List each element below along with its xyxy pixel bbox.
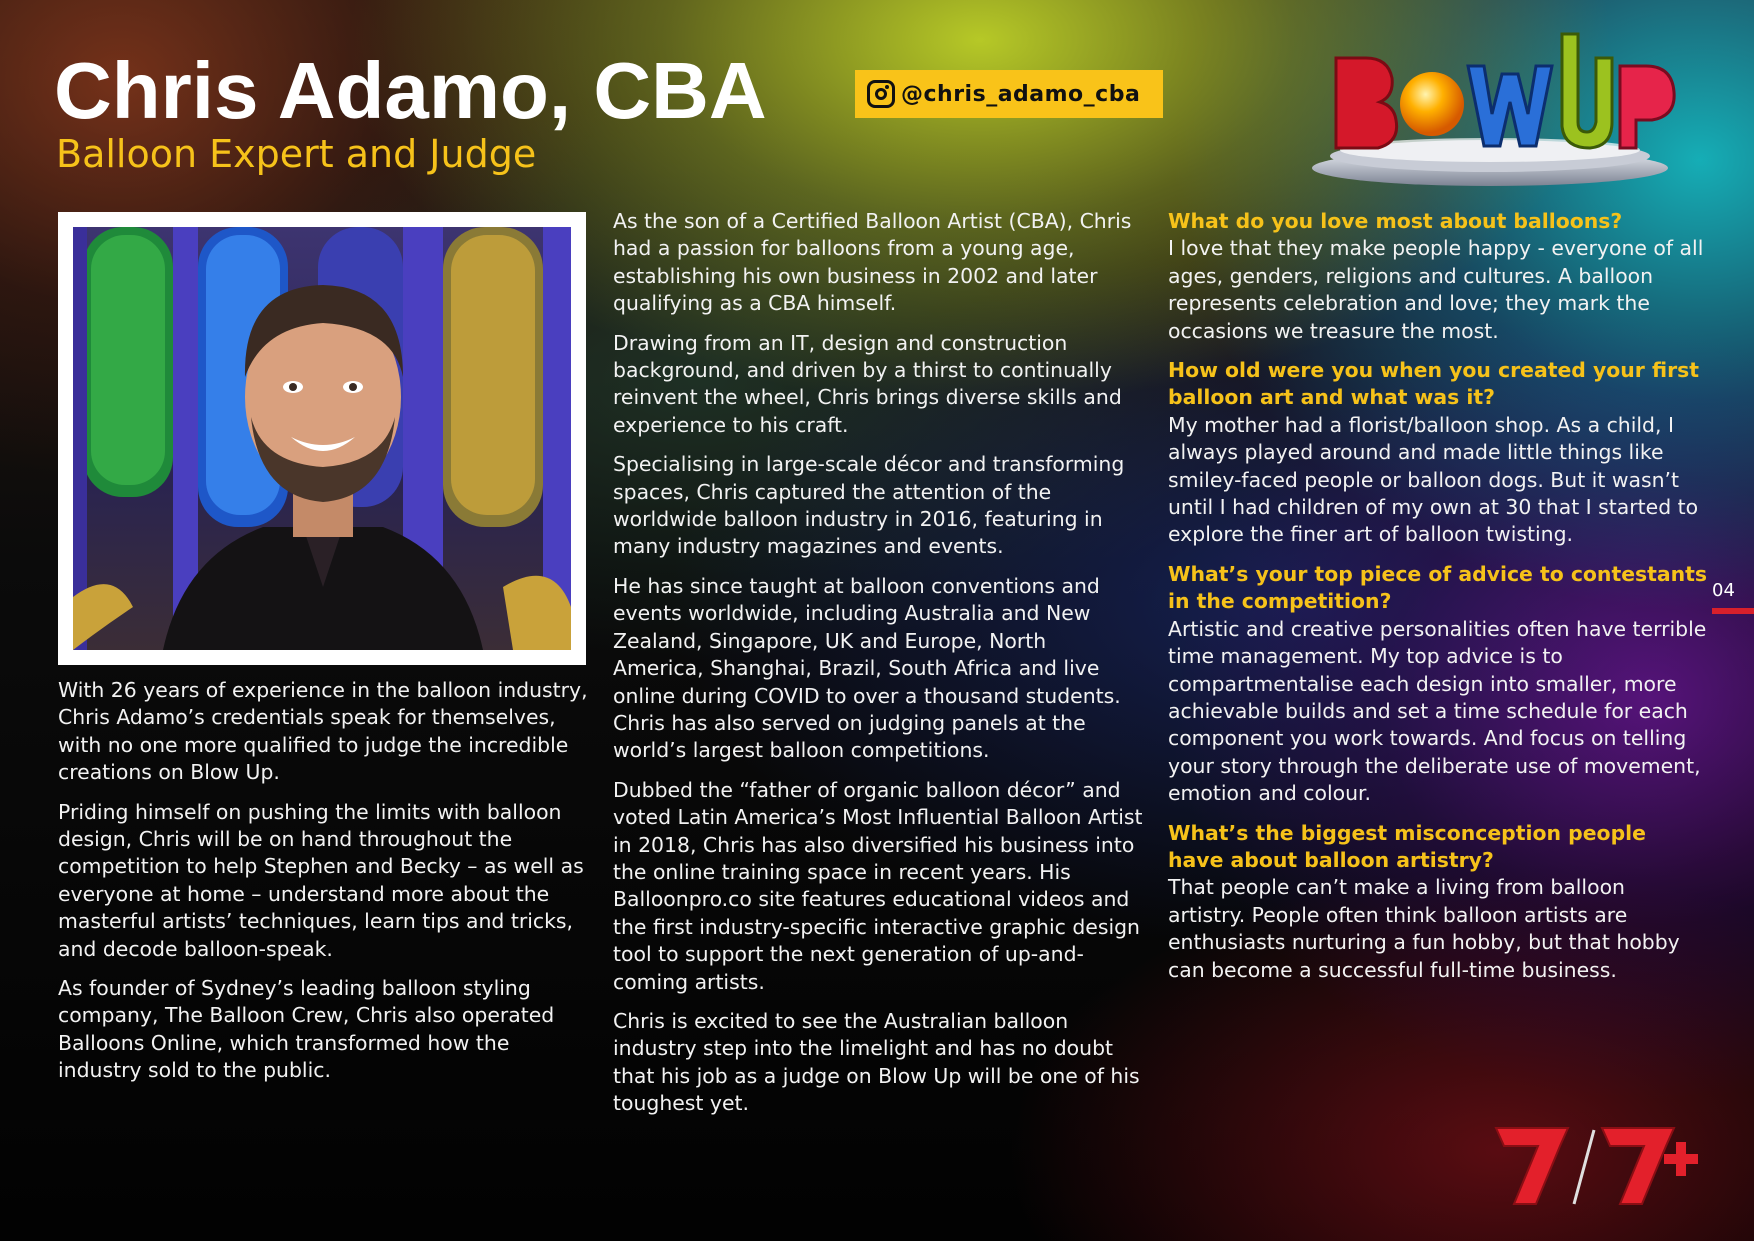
page-title: Chris Adamo, CBA — [54, 46, 767, 135]
qa-item — [1168, 357, 1708, 549]
column-left — [58, 677, 588, 1097]
photo-frame — [58, 212, 586, 665]
seven-network-logo — [1490, 1120, 1710, 1210]
bio-paragraph: As founder of Sydney’s leading balloon styling company, The Balloon Crew, Chris also operated Balloons Online, which transformed how the industry sold to the public. — [58, 976, 555, 1083]
qa-item — [1168, 561, 1708, 808]
instagram-handle-text: @chris_adamo_cba — [901, 81, 1141, 107]
bio-paragraph: Priding himself on pushing the limits with balloon design, Chris will be on hand throughout the competition to help Stephen and Becky – as well as everyone at home – understand more about the masterful artists’ techniques, learn tips and tricks, and decode balloon-speak. — [58, 799, 584, 961]
qa-question: What do you love most about balloons? — [1168, 209, 1623, 233]
instagram-handle-badge[interactable] — [855, 70, 1163, 118]
portrait-illustration — [73, 227, 571, 650]
page-number-underline — [1712, 608, 1754, 614]
instagram-icon — [867, 80, 895, 108]
bio-paragraph: He has since taught at balloon conventions and events worldwide, including Australia and New Zealand, Singapore, UK and Europe, North America, Shanghai, Brazil, South Africa and live online during COVID to over a thousand students. Chris has also served on judging panels at the world’s largest balloon competitions. — [613, 573, 1121, 763]
column-middle — [613, 208, 1143, 1130]
qa-item — [1168, 820, 1708, 984]
page-number: 04 — [1712, 580, 1735, 601]
qa-item — [1168, 208, 1708, 345]
bio-paragraph: Chris is excited to see the Australian balloon industry step into the limelight and has no doubt that his job as a judge on Blow Up will be one of his toughest yet. — [613, 1008, 1140, 1116]
bio-paragraph: Dubbed the “father of organic balloon décor” and voted Latin America’s Most Influential Balloon Artist in 2018, Chris has also diversified his business into the online training space in recent years. His Balloonpro.co site features educational videos and the first industry-specific interactive graphic design tool to support the next generation of up-and-coming artists. — [613, 777, 1143, 994]
qa-answer: That people can’t make a living from balloon artistry. People often think balloon artists are enthusiasts nurturing a fun hobby, but that hobby can become a successful full-time business. — [1168, 875, 1680, 982]
blow-up-show-logo — [1300, 18, 1680, 188]
qa-question: How old were you when you created your first balloon art and what was it? — [1168, 358, 1700, 410]
qa-question: What’s your top piece of advice to contestants in the competition? — [1168, 561, 1708, 614]
column-right-qa — [1168, 208, 1708, 996]
bio-paragraph: Drawing from an IT, design and construction background, and driven by a thirst to continually reinvent the wheel, Chris brings diverse skills and experience to his craft. — [613, 330, 1122, 437]
page-subtitle: Balloon Expert and Judge — [56, 132, 537, 176]
bio-paragraph: With 26 years of experience in the balloon industry, Chris Adamo’s credentials speak for themselves, with no one more qualified to judge the incredible creations on Blow Up. — [58, 678, 588, 785]
qa-answer: My mother had a florist/balloon shop. As a child, I always played around and made little things like smiley-faced people or balloon dogs. But it wasn’t until I had children of my own at 30 that I started to explore the finer art of balloon twisting. — [1168, 412, 1699, 547]
portrait-photo — [73, 227, 571, 650]
qa-question: What’s the biggest misconception people have about balloon artistry? — [1168, 820, 1646, 872]
bio-paragraph: Specialising in large-scale décor and transforming spaces, Chris captured the attention of the worldwide balloon industry in 2016, featuring in many industry magazines and events. — [613, 452, 1125, 559]
bio-paragraph: As the son of a Certified Balloon Artist (CBA), Chris had a passion for balloons from a young age, establishing his own business in 2002 and later qualifying as a CBA himself. — [613, 209, 1132, 316]
qa-answer: Artistic and creative personalities often have terrible time management. My top advice is to compartmentalise each design into smaller, more achievable builds and set a time schedule for each component you work towards. And focus on telling your story through the deliberate use of movement, emotion and colour. — [1168, 616, 1707, 806]
qa-answer: I love that they make people happy - everyone of all ages, genders, religions and cultures. A balloon represents celebration and love; they mark the occasions we treasure the most. — [1168, 236, 1704, 343]
